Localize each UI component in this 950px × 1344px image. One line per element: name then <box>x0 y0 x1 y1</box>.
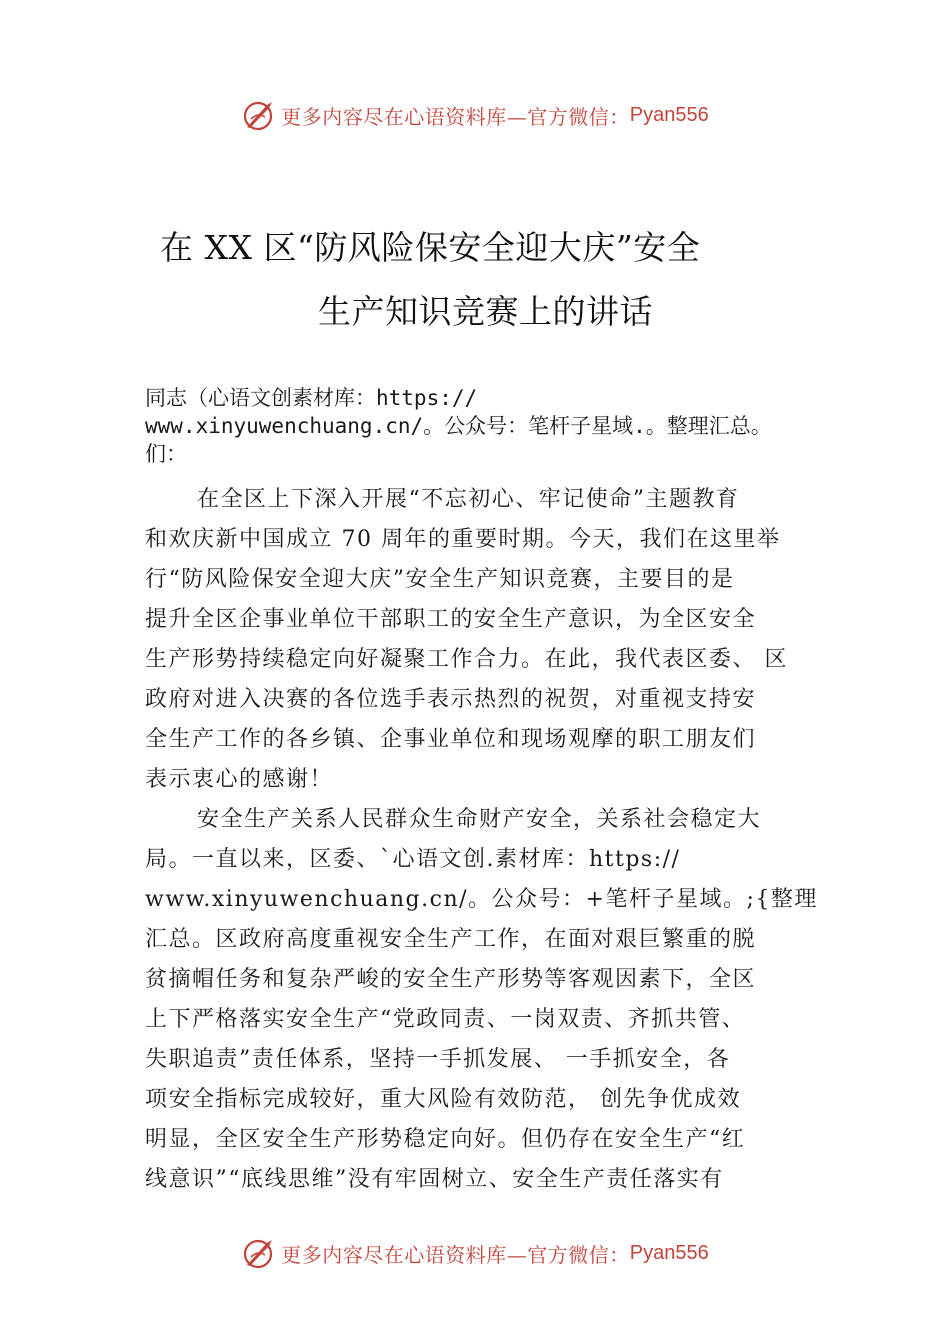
paragraph-line: 表示衷心的感谢！ <box>145 767 334 792</box>
pen-logo-icon <box>241 97 277 133</box>
header-banner-wechat-id: Pyan556 <box>629 103 709 126</box>
paragraph-line: 上下严格落实安全生产“党政同责、一岗双责、齐抓共管、 <box>145 1007 746 1032</box>
footer-banner-wechat-id: Pyan556 <box>629 1241 709 1264</box>
footer-banner-text: 更多内容尽在心语资料库—官方微信： <box>281 1242 630 1267</box>
pen-logo-icon <box>241 1235 277 1271</box>
paragraph-line: 提升全区企事业单位干部职工的安全生产意识，为全区安全 <box>145 607 757 632</box>
paragraph-line: 失职追责”责任体系，坚持一手抓发展、 一手抓安全，各 <box>145 1047 731 1072</box>
paragraph-line: 汇总。区政府高度重视安全生产工作，在面对艰巨繁重的脱 <box>145 927 757 952</box>
paragraph-line: 行“防风险保安全迎大庆”安全生产知识竞赛，主要目的是 <box>145 567 735 592</box>
paragraph-line: 全生产工作的各乡镇、企事业单位和现场观摩的职工朋友们 <box>145 727 757 752</box>
paragraph-line: 贫摘帽任务和复杂严峻的安全生产形势等客观因素下，全区 <box>145 967 757 992</box>
salutation-line: 们： <box>145 442 187 466</box>
paragraph-line: 和欢庆新中国成立 70 周年的重要时期。今天，我们在这里举 <box>145 527 781 552</box>
salutation-line: 同志（心语文创素材库：https:// <box>145 386 478 410</box>
paragraph-1 <box>145 480 825 800</box>
paragraph-line: 生产形势持续稳定向好凝聚工作合力。在此，我代表区委、 区 <box>145 647 788 672</box>
paragraph-line: 局。一直以来，区委、`心语文创.素材库：https:// <box>145 847 681 872</box>
document-title-line-1: 在 XX 区“防风险保安全迎大庆”安全 <box>160 228 701 267</box>
header-banner-text: 更多内容尽在心语资料库—官方微信： <box>281 104 630 129</box>
paragraph-line: 安全生产关系人民群众生命财产安全，关系社会稳定大 <box>197 807 762 832</box>
footer-banner <box>0 1233 950 1273</box>
paragraph-line: 政府对进入决赛的各位选手表示热烈的祝贺，对重视支持安 <box>145 687 757 712</box>
paragraph-2 <box>145 800 825 1200</box>
header-banner <box>0 95 950 135</box>
paragraph-line: www.xinyuwenchuang.cn/。公众号：+笔杆子星域。;{整理 <box>145 887 818 912</box>
salutation-line: www.xinyuwenchuang.cn/。公众号：笔杆子星域.。整理汇总。 <box>145 414 772 438</box>
paragraph-line: 项安全指标完成较好，重大风险有效防范， 创先争优成效 <box>145 1087 741 1112</box>
document-title-line-2: 生产知识竞赛上的讲话 <box>318 292 653 331</box>
salutation <box>145 384 865 468</box>
paragraph-line: 在全区上下深入开展“不忘初心、牢记使命”主题教育 <box>197 487 740 512</box>
paragraph-line: 线意识”“底线思维”没有牢固树立、安全生产责任落实有 <box>145 1167 724 1192</box>
paragraph-line: 明显，全区安全生产形势稳定向好。但仍存在安全生产“红 <box>145 1127 746 1152</box>
